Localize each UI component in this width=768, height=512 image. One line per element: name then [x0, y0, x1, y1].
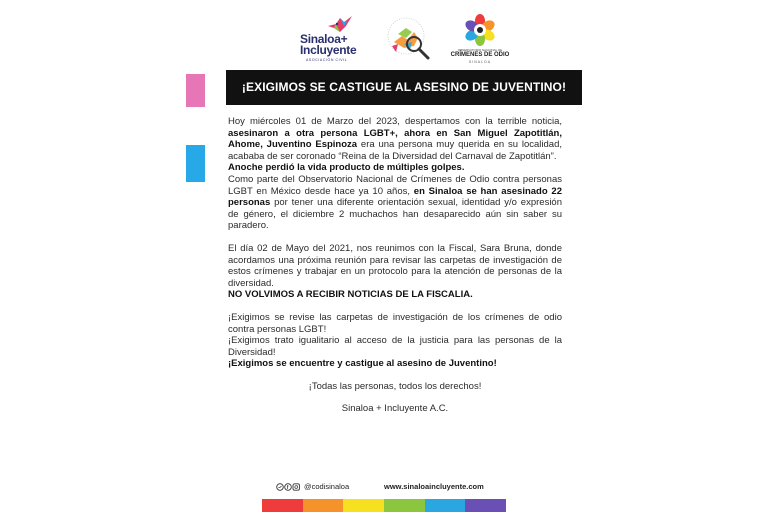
instagram-icon [293, 484, 299, 490]
demand-1: ¡Exigimos se revise las carpetas de investigación de los crímenes de odio contra personas LGBT! [228, 311, 562, 335]
sinaloa-incluyente-logo [298, 14, 368, 64]
flower-icon [450, 14, 510, 48]
headline-banner: ¡EXIGIMOS SE CASTIGUE AL ASESINO DE JUVENTINO! [226, 70, 582, 105]
social-handle[interactable]: @codisinaloa [304, 482, 350, 491]
svg-text:f: f [286, 485, 289, 491]
rainbow-yellow [343, 499, 384, 512]
slogan: ¡Todas las personas, todos los derechos! [308, 380, 482, 392]
website-link[interactable]: www.sinaloaincluyente.com [384, 482, 484, 491]
cyan-accent-square [186, 145, 205, 182]
logo3-subtitle-1: OBSERVATORIO NACIONAL DE [457, 48, 503, 52]
observatory-magnifier-logo [384, 16, 434, 66]
demand-3: ¡Exigimos se encuentre y castigue al asesino de Juventino! [228, 358, 497, 370]
paragraph-3: Como parte del Observatorio Nacional de Crímenes de Odio contra personas LGBT en México desde hace ya 10 años, en Sinaloa se han asesinado 22 personas por tener una diferente orientación sexual, identidad y/o expresión de género, el diciembre 2 muchachos han desaparecido aún sin saber su paradero. [228, 173, 562, 232]
rainbow-green [384, 499, 425, 512]
crimenes-de-odio-logo [450, 14, 510, 70]
paragraph-5: NO VOLVIMOS A RECIBIR NOTICIAS DE LA FISCALIA. [228, 289, 473, 301]
demand-2: ¡Exigimos trato igualitario al acceso de la justicia para las personas de la Diversidad! [228, 335, 562, 358]
pink-accent-square [186, 74, 205, 107]
logo1-text: Sinaloa+ Incluyente [300, 32, 357, 57]
paragraph-2: Anoche perdió la vida producto de múltiples golpes. [228, 162, 465, 174]
social-media-icons [276, 483, 302, 491]
footer-info [0, 481, 768, 493]
statement-body [228, 116, 562, 415]
logo3-subtitle-3: SINALOA [468, 60, 492, 64]
rainbow-blue [425, 499, 466, 512]
logo-header [0, 10, 768, 70]
logo1-subtitle: ASOCIACIÓN CIVIL [306, 58, 348, 62]
rainbow-stripe [262, 499, 506, 512]
rainbow-red [262, 499, 303, 512]
signature: Sinaloa + Incluyente A.C. [341, 403, 449, 415]
paragraph-4: El día 02 de Mayo del 2021, nos reunimos con la Fiscal, Sara Bruna, donde acordamos una próxima reunión para revisar las carpetas de investigación de estos crímenes y trabajar en un protocolo para la atención de personas de la diversidad. [228, 242, 562, 289]
rainbow-orange [303, 499, 344, 512]
rainbow-purple [465, 499, 506, 512]
logo3-subtitle-2: CRÍMENES DE ODIO [450, 52, 510, 58]
paragraph-1: Hoy miércoles 01 de Marzo del 2023, despertamos con la terrible noticia, asesinaron a otra persona LGBT+, ahora en San Miguel Zapotitlán, Ahome, Juventino Espinoza era una persona muy querida en su localidad, acababa de ser coronado “Reina de la Diversidad del Carnaval de Zapotitlán”. [228, 116, 563, 162]
